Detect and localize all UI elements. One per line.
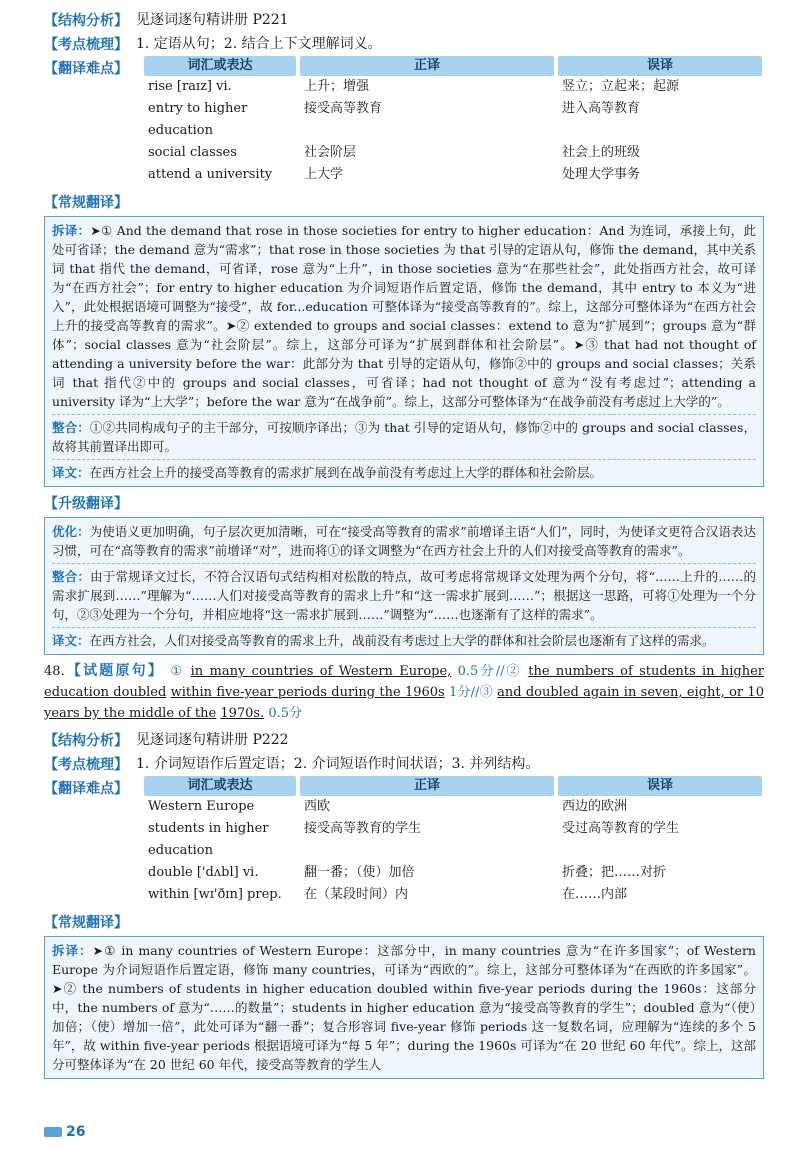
upgrade-yi xyxy=(52,631,756,650)
vocab-wrong: 折叠；把……对折 xyxy=(562,865,667,880)
vocab-wrong: 处理大学事务 xyxy=(562,167,641,182)
upgrade-zheng xyxy=(52,567,756,624)
regular-chai xyxy=(52,221,756,411)
yi-label: 译文： xyxy=(52,465,90,480)
yi-label: 译文： xyxy=(52,633,90,648)
page xyxy=(44,10,764,1085)
header-term: 词汇或表达 xyxy=(144,56,296,76)
divider xyxy=(52,563,756,564)
graduation-cap-icon xyxy=(44,1127,62,1137)
vocab-header xyxy=(144,56,762,76)
vocab-term: social classes xyxy=(148,145,237,160)
regular-zheng xyxy=(52,418,756,456)
vocab-wrong: 竖立；立起来；起源 xyxy=(562,79,680,94)
page-number: 26 xyxy=(66,1124,86,1140)
zheng-text: 由于常规译文过长，不符合汉语句式结构相对松散的特点，故可考虑将常规译文处理为两个分句，将“……上升的……的需求扩展到……”理解为“……人们对接受高等教育的需求上升”和“这一需求扩展到……”；根据这一思路，可将①处理为一个分句，②③处理为一个分句，并相应地将“这一需求扩展到……”调整为“……也逐渐有了这样的需求”。 xyxy=(52,569,756,622)
vocab-row xyxy=(144,142,762,164)
score-2: 1分 xyxy=(449,685,471,700)
divider xyxy=(52,414,756,415)
points-row-2 xyxy=(44,754,764,774)
score-1: 0.5分 xyxy=(457,664,496,679)
zheng-label: 整合： xyxy=(52,569,91,584)
vocab-right: 社会阶层 xyxy=(304,145,357,160)
upgrade-row xyxy=(44,493,764,513)
vocab-table-2 xyxy=(144,776,762,906)
separator: // xyxy=(495,664,505,679)
vocab-right: 接受高等教育的学生 xyxy=(304,821,422,836)
vocab-wrong: 受过高等教育的学生 xyxy=(562,821,680,836)
structure-value: 见逐词逐句精讲册 P222 xyxy=(136,732,289,748)
part-1: in many countries of Western Europe, xyxy=(190,664,452,679)
yi-text: 在西方社会，人们对接受高等教育的需求上升，战前没有考虑过上大学的群体和社会阶层也逐渐有了这样的需求。 xyxy=(89,633,715,648)
circle-2: ② xyxy=(504,664,522,679)
part-2a: the numbers of students in higher education doubled xyxy=(44,664,765,700)
regular-row-2 xyxy=(44,912,764,932)
vocab-right: 在（某段时间）内 xyxy=(304,887,409,902)
vocab-wrong: 西边的欧洲 xyxy=(562,799,628,814)
yi-text: 在西方社会上升的接受高等教育的需求扩展到在战争前没有考虑过上大学的群体和社会阶层。 xyxy=(89,465,603,480)
score-3: 0.5分 xyxy=(268,706,303,721)
chai-text: ➤① in many countries of Western Europe：这部分中，in many countries 意为“在许多国家”；of Western Europe 为介词短语作后置定语，修饰 many countries，可译为“西欧的”。综上，这部分可整体译为“在西欧的许多国家”。➤② the numbers of students in higher education doubled within five-year periods during the 1960s：这部分中，the numbers of 意为“……的数量”；students in higher education 意为“接受高等教育的学生”；doubled 意为“（使）加倍；（使）增加一倍”，此处可译为“翻一番”；复合形容词 five-year 修饰 periods 这一复数名词，应理解为“连续的多个 5 年”，故 within five-year periods 根据语境可译为“每 5 年”；during the 1960s 可译为“在 20 世纪 60 年代”。综上，这部分可整体译为“在 20 世纪 60 年代，接受高等教育的学生人 xyxy=(52,943,756,1072)
vocab-right: 西欧 xyxy=(304,799,331,814)
structure-label: 【结构分析】 xyxy=(44,13,128,29)
header-right: 正译 xyxy=(300,776,554,796)
vocab-right: 上大学 xyxy=(304,167,344,182)
regular-label: 【常规翻译】 xyxy=(44,915,128,931)
circle-3: ③ xyxy=(479,685,493,700)
regular-chai xyxy=(52,941,756,1074)
points-label: 【考点梳理】 xyxy=(44,757,128,773)
question-number: 48. xyxy=(44,664,65,679)
vocab-term: rise [raɪz] vi. xyxy=(148,79,232,94)
chai-text: ➤① And the demand that rose in those societies for entry to higher education：And 为连词，承接上句，此处可省译；the demand 意为“需求”；that rose in those societies 为 that 引导的定语从句，修饰 the demand，其中关系词 that 指代 the demand，可省译，rose 意为“上升”，in those societies 意为“在那些社会”，此处指西方社会，故可译为“在西方社会”；for entry to higher education 为介词短语作后置定语，修饰 the demand，其中 entry to 本义为“进入”，此处根据语境可调整为“接受”，故 for...education 可整体译为“接受高等教育的”。综上，这部分可整体译为“在西方社会上升的接受高等教育的需求”。➤② extended to groups and social classes：extend to 意为“扩展到”；groups 意为“群体”；social classes 意为“社会阶层”。综上，这部分可译为“扩展到群体和社会阶层”。➤③ that had not thought of attending a university before the war：此部分为 that 引导的定语从句，修饰②中的 groups and social classes；关系词 that 指代②中的 groups and social classes，可省译；had not thought of 意为“没有考虑过”；attending a university 译为“上大学”；before the war 意为“在战争前”。综上，这部分可整体译为“在战争前没有考虑过上大学的”。 xyxy=(52,223,756,409)
difficulty-label: 【翻译难点】 xyxy=(44,781,128,797)
structure-value: 见逐词逐句精讲册 P221 xyxy=(136,12,289,28)
upgrade-box xyxy=(44,517,764,655)
vocab-term: students in higher education xyxy=(148,821,269,858)
header-wrong: 误译 xyxy=(558,776,762,796)
structure-label: 【结构分析】 xyxy=(44,733,128,749)
vocab-right: 上升；增强 xyxy=(304,79,370,94)
vocab-row xyxy=(144,818,762,862)
vocab-term: within [wɪ'ðɪn] prep. xyxy=(148,887,282,902)
page-footer xyxy=(44,1124,85,1140)
you-label: 优化： xyxy=(52,524,90,539)
header-wrong: 误译 xyxy=(558,56,762,76)
vocab-term: attend a university xyxy=(148,167,273,182)
regular-box-2 xyxy=(44,936,764,1079)
regular-yi xyxy=(52,463,756,482)
vocab-term: Western Europe xyxy=(148,799,255,814)
structure-row-2 xyxy=(44,730,764,750)
vocab-table-1 xyxy=(144,56,762,186)
header-right: 正译 xyxy=(300,56,554,76)
points-value: 1. 定语从句；2. 结合上下文理解词义。 xyxy=(136,36,382,52)
points-value: 1. 介词短语作后置定语；2. 介词短语作时间状语；3. 并列结构。 xyxy=(136,756,540,772)
upgrade-you xyxy=(52,522,756,560)
zheng-label: 整合： xyxy=(52,420,90,435)
vocab-right: 翻一番；（使）加倍 xyxy=(304,865,415,880)
vocab-wrong: 社会上的班级 xyxy=(562,145,641,160)
divider xyxy=(52,627,756,628)
vocab-row xyxy=(144,884,762,906)
part-2b: within five-year periods during the 1960s xyxy=(170,685,445,700)
vocab-term: double ['dʌbl] vi. xyxy=(148,865,259,880)
regular-box-1 xyxy=(44,216,764,487)
vocab-header xyxy=(144,776,762,796)
vocab-wrong: 进入高等教育 xyxy=(562,101,641,116)
chai-label: 拆译： xyxy=(52,943,93,958)
chai-label: 拆译： xyxy=(52,223,91,238)
separator: // xyxy=(470,685,480,700)
header-term: 词汇或表达 xyxy=(144,776,296,796)
vocab-wrong: 在……内部 xyxy=(562,887,628,902)
regular-row xyxy=(44,192,764,212)
vocab-row xyxy=(144,76,762,98)
points-label: 【考点梳理】 xyxy=(44,37,128,53)
upgrade-label: 【升级翻译】 xyxy=(44,496,128,512)
original-label: 【试题原句】 xyxy=(64,663,165,679)
vocab-row xyxy=(144,796,762,818)
you-text: 为使语义更加明确，句子层次更加清晰，可在“接受高等教育的需求”前增译主语“人们”，同时，为使译文更符合汉语表达习惯，可在“高等教育的需求”前增译“对”，进而将①的译文调整为“在西方社会上升的人们对接受高等教育的需求”。 xyxy=(52,524,756,558)
original-sentence xyxy=(44,661,764,724)
vocab-row xyxy=(144,164,762,186)
difficulty-label: 【翻译难点】 xyxy=(44,61,128,77)
vocab-row xyxy=(144,862,762,884)
part-3a: and doubled again in seven, eight, or 10 years by the middle of the xyxy=(44,685,764,721)
circle-1: ① xyxy=(170,664,185,679)
vocab-term: entry to higher education xyxy=(148,101,248,138)
part-3b: 1970s. xyxy=(220,706,265,721)
vocab-row xyxy=(144,98,762,142)
divider xyxy=(52,459,756,460)
zheng-text: ①②共同构成句子的主干部分，可按顺序译出；③为 that 引导的定语从句，修饰②中的 groups and social classes，故将其前置译出即可。 xyxy=(52,420,756,454)
vocab-right: 接受高等教育 xyxy=(304,101,383,116)
regular-label: 【常规翻译】 xyxy=(44,195,128,211)
structure-row xyxy=(44,10,764,30)
points-row xyxy=(44,34,764,54)
